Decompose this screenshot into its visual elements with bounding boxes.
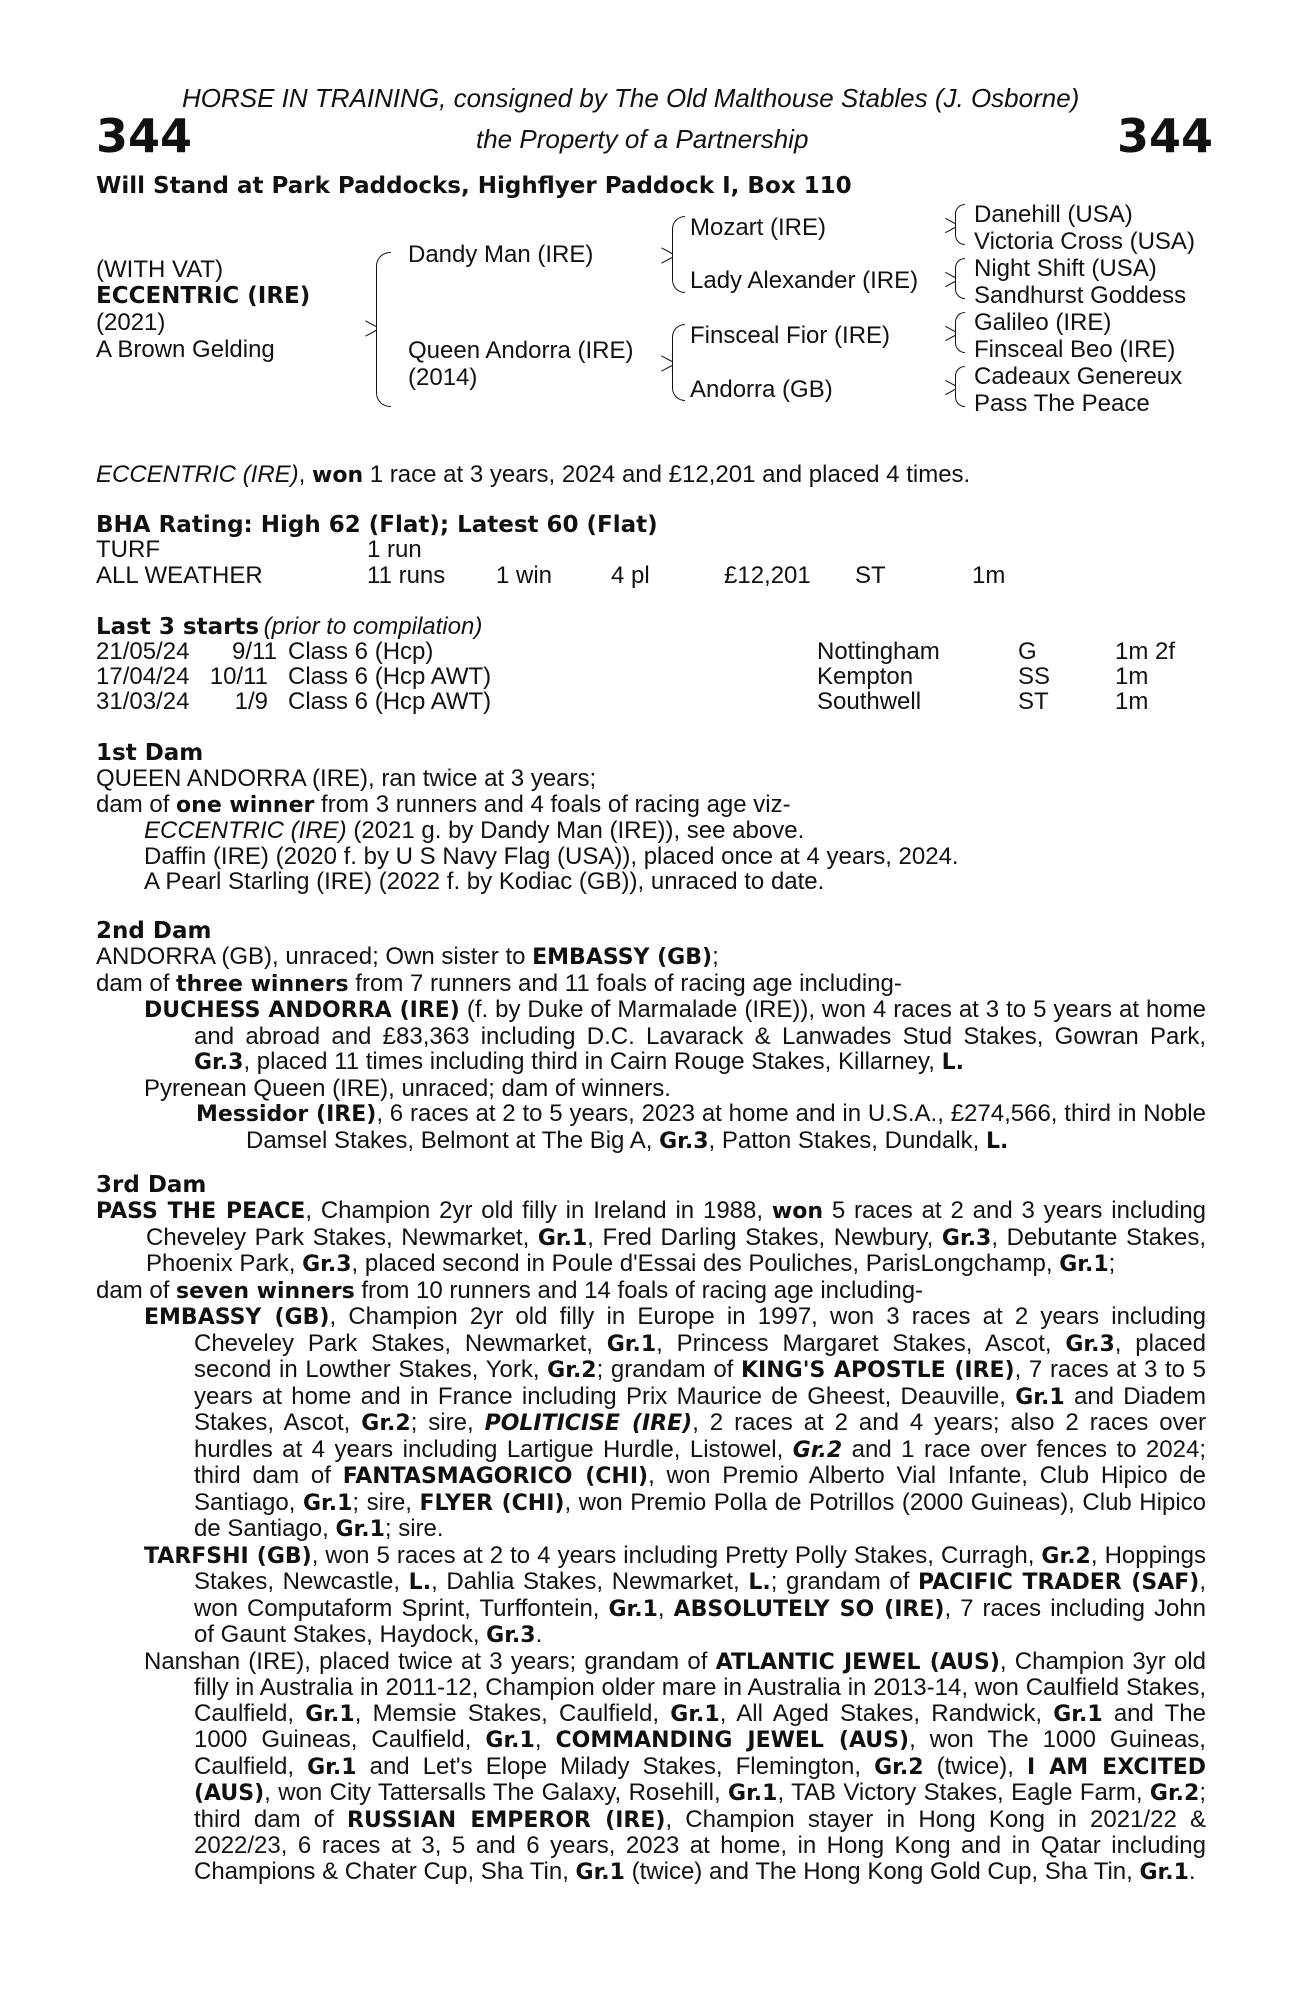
start-distance: 1m: [1115, 688, 1149, 715]
aw-distance: 1m: [972, 562, 1006, 589]
start-date: 17/04/24: [96, 663, 190, 690]
third-dam-heading: 3rd Dam: [96, 1172, 207, 1198]
last-starts-heading: Last 3 starts (prior to compilation): [96, 613, 483, 640]
start-position: 9/11: [232, 638, 277, 665]
dam-year: (2014): [408, 364, 478, 391]
start-going: ST: [1018, 688, 1049, 715]
brace-upper: [376, 252, 391, 328]
ggp-6: Finsceal Beo (IRE): [974, 336, 1176, 363]
property-line: the Property of a Partnership: [476, 124, 809, 154]
aw-label: ALL WEATHER: [96, 562, 263, 589]
lot-number-left: 344: [96, 109, 193, 163]
second-dam-heading: 2nd Dam: [96, 918, 212, 944]
start-course: Kempton: [817, 663, 914, 690]
dam: Queen Andorra (IRE): [408, 337, 634, 364]
sire-sire: Mozart (IRE): [690, 214, 827, 241]
pass-the-peace-entry: PASS THE PEACE, Champion 2yr old filly in Ireland in 1988, won 5 races at 2 and 3 years including Cheveley Park Stakes, Newmarket, Gr.1, Fred Darling Stakes, Newbury, Gr.3, Debutante Stakes, Phoenix Park, Gr.3, placed second in Poule d'Essai des Pouliches, ParisLongchamp, Gr.1;: [96, 1197, 1207, 1277]
ggp-8: Pass The Peace: [974, 390, 1150, 417]
aw-runs: 11 runs: [367, 562, 446, 589]
lot-number-right: 344: [1117, 109, 1214, 163]
second-dam-section: ANDORRA (GB), unraced; Own sister to EMBASSY (GB); dam of three winners from 7 runners and 11 foals of racing age including- DUCHESS ANDORRA (IRE) (f. by Duke of Marmalade (IRE)), won 4 races at 3 to 5 years at home and abroad and £83,363 including D.C. Lavarack & Lanwades Stud Stakes, Gowran Park, Gr.3, placed 11 times including third in Cairn Rouge Stakes, Killarney, L. Pyrenean Queen (IRE), unraced; dam of winners. Messidor (IRE), 6 races at 2 to 5 years, 2023 at home and in U.S.A., £274,566, third in Noble Damsel Stakes, Belmont at The Big A, Gr.3, Patton Stakes, Dundalk, L.: [96, 943, 1206, 1154]
dam-sire: Finsceal Fior (IRE): [690, 322, 891, 349]
horse-description: A Brown Gelding: [96, 336, 275, 363]
turf-runs: 1 run: [367, 536, 422, 563]
race-summary: ECCENTRIC (IRE), won 1 race at 3 years, 2024 and £12,201 and placed 4 times.: [96, 461, 971, 488]
aw-surface: ST: [855, 562, 886, 589]
ggp-1: Danehill (USA): [974, 201, 1133, 228]
first-dam-section: QUEEN ANDORRA (IRE), ran twice at 3 years; dam of one winner from 3 runners and 4 foals of racing age viz- ECCENTRIC (IRE) (2021 g. by Dandy Man (IRE)), see above. Daffin (IRE) (2020 f. by U S Navy Flag (USA)), placed once at 4 years, 2024. A Pearl Starling (IRE) (2022 f. by Kodiac (GB)), unraced to date.: [96, 765, 959, 895]
aw-placed: 4 pl: [611, 562, 650, 589]
third-dam-section: PASS THE PEACE, Champion 2yr old filly in Ireland in 1988, won 5 races at 2 and 3 years including Cheveley Park Stakes, Newmarket, Gr.1, Fred Darling Stakes, Newbury, Gr.3, Debutante Stakes, Phoenix Park, Gr.3, placed second in Poule d'Essai des Pouliches, ParisLongchamp, Gr.1; dam of seven winners from 10 runners and 14 foals of racing age including- EMBASSY (GB), Champion 2yr old filly in Europe in 1997, won 3 races at 2 years including Cheveley Park Stakes, Newmarket, Gr.1, Princess Margaret Stakes, Ascot, Gr.3, placed second in Lowther Stakes, York, Gr.2; grandam of KING'S APOSTLE (IRE), 7 races at 3 to 5 years at home and in France including Prix Maurice de Gheest, Deauville, Gr.1 and Diadem Stakes, Ascot, Gr.2; sire, POLITICISE (IRE), 2 races at 2 and 4 years; also 2 races over hurdles at 4 years including Lartigue Hurdle, Listowel, Gr.2 and 1 race over fences to 2024; third dam of FANTASMAGORICO (CHI), won Premio Alberto Vial Infante, Club Hipico de Santiago, Gr.1; sire, FLYER (CHI), won Premio Polla de Potrillos (2000 Guineas), Club Hipico de Santiago, Gr.1; sire. TARFSHI (GB), won 5 races at 2 to 4 years including Pretty Polly Stakes, Curragh, Gr.2, Hoppings Stakes, Newcastle, L., Dahlia Stakes, Newmarket, L.; grandam of PACIFIC TRADER (SAF), won Computaform Sprint, Turffontein, Gr.1, ABSOLUTELY SO (IRE), 7 races including John of Gaunt Stakes, Haydock, Gr.3. Nanshan (IRE), placed twice at 3 years; grandam of ATLANTIC JEWEL (AUS), Champion 3yr old filly in Australia in 2011-12, Champion older mare in Australia in 2013-14, won Caulfield Stakes, Caulfield, Gr.1, Memsie Stakes, Caulfield, Gr.1, All Aged Stakes, Randwick, Gr.1 and The 1000 Guineas, Caulfield, Gr.1, COMMANDING JEWEL (AUS), won The 1000 Guineas, Caulfield, Gr.1 and Let's Elope Milady Stakes, Flemington, Gr.2 (twice), I AM EXCITED (AUS), won City Tattersalls The Galaxy, Rosehill, Gr.1, TAB Victory Stakes, Eagle Farm, Gr.2; third dam of RUSSIAN EMPEROR (IRE), Champion stayer in Hong Kong in 2021/22 & 2022/23, 6 races at 3, 5 and 6 years, 2023 at home, in Hong Kong and in Qatar including Champions & Chater Cup, Sha Tin, Gr.1 (twice) and The Hong Kong Gold Cup, Sha Tin, Gr.1.: [96, 1197, 1207, 1885]
ggp-5: Galileo (IRE): [974, 309, 1112, 336]
start-position: 1/9: [234, 688, 268, 715]
messidor-entry: Messidor (IRE), 6 races at 2 to 5 years, 2023 at home and in U.S.A., £274,566, third in Noble Damsel Stakes, Belmont at The Big A, Gr.3, Patton Stakes, Dundalk, L.: [196, 1100, 1206, 1154]
ggp-2: Victoria Cross (USA): [974, 228, 1195, 255]
duchess-andorra-entry: DUCHESS ANDORRA (IRE) (f. by Duke of Marmalade (IRE)), won 4 races at 3 to 5 years at home and abroad and £83,363 including D.C. Lavarack & Lanwades Stud Stakes, Gowran Park, Gr.3, placed 11 times including third in Cairn Rouge Stakes, Killarney, L.: [144, 996, 1206, 1075]
ggp-3: Night Shift (USA): [974, 255, 1157, 282]
sire: Dandy Man (IRE): [408, 241, 594, 268]
horse-year: (2021): [96, 309, 166, 336]
start-distance: 1m: [1115, 663, 1149, 690]
sire-dam: Lady Alexander (IRE): [690, 267, 919, 294]
start-race: Class 6 (Hcp): [288, 638, 434, 665]
start-date: 21/05/24: [96, 638, 190, 665]
aw-wins: 1 win: [496, 562, 553, 589]
start-race: Class 6 (Hcp AWT): [288, 688, 492, 715]
embassy-entry: EMBASSY (GB), Champion 2yr old filly in Europe in 1997, won 3 races at 2 years including Cheveley Park Stakes, Newmarket, Gr.1, Princess Margaret Stakes, Ascot, Gr.3, placed second in Lowther Stakes, York, Gr.2; grandam of KING'S APOSTLE (IRE), 7 races at 3 to 5 years at home and in France including Prix Maurice de Gheest, Deauville, Gr.1 and Diadem Stakes, Ascot, Gr.2; sire, POLITICISE (IRE), 2 races at 2 and 4 years; also 2 races over hurdles at 4 years including Lartigue Hurdle, Listowel, Gr.2 and 1 race over fences to 2024; third dam of FANTASMAGORICO (CHI), won Premio Alberto Vial Infante, Club Hipico de Santiago, Gr.1; sire, FLYER (CHI), won Premio Polla de Potrillos (2000 Guineas), Club Hipico de Santiago, Gr.1; sire.: [144, 1303, 1206, 1542]
start-distance: 1m 2f: [1115, 638, 1176, 665]
tarfshi-entry: TARFSHI (GB), won 5 races at 2 to 4 years including Pretty Polly Stakes, Curragh, Gr.2, Hoppings Stakes, Newcastle, L., Dahlia Stakes, Newmarket, L.; grandam of PACIFIC TRADER (SAF), won Computaform Sprint, Turffontein, Gr.1, ABSOLUTELY SO (IRE), 7 races including John of Gaunt Stakes, Haydock, Gr.3.: [144, 1541, 1206, 1648]
brace-lower: [376, 327, 391, 407]
start-going: G: [1018, 638, 1037, 665]
turf-label: TURF: [96, 536, 160, 563]
ggp-7: Cadeaux Genereux: [974, 363, 1183, 390]
start-race: Class 6 (Hcp AWT): [288, 663, 492, 690]
start-course: Nottingham: [817, 638, 940, 665]
consignor-title: HORSE IN TRAINING, consigned by The Old Malthouse Stables (J. Osborne): [182, 83, 1080, 113]
aw-money: £12,201: [724, 562, 811, 589]
start-position: 10/11: [209, 663, 268, 690]
first-dam-heading: 1st Dam: [96, 740, 204, 766]
location-line: Will Stand at Park Paddocks, Highflyer Paddock I, Box 110: [96, 173, 852, 199]
bha-rating: BHA Rating: High 62 (Flat); Latest 60 (Flat): [96, 512, 658, 538]
vat-label: (WITH VAT): [96, 256, 224, 283]
start-going: SS: [1018, 663, 1051, 690]
nanshan-entry: Nanshan (IRE), placed twice at 3 years; grandam of ATLANTIC JEWEL (AUS), Champion 3yr old filly in Australia in 2011-12, Champion older mare in Australia in 2013-14, won Caulfield Stakes, Caulfield, Gr.1, Memsie Stakes, Caulfield, Gr.1, All Aged Stakes, Randwick, Gr.1 and The 1000 Guineas, Caulfield, Gr.1, COMMANDING JEWEL (AUS), won The 1000 Guineas, Caulfield, Gr.1 and Let's Elope Milady Stakes, Flemington, Gr.2 (twice), I AM EXCITED (AUS), won City Tattersalls The Galaxy, Rosehill, Gr.1, TAB Victory Stakes, Eagle Farm, Gr.2; third dam of RUSSIAN EMPEROR (IRE), Champion stayer in Hong Kong in 2021/22 & 2022/23, 6 races at 3, 5 and 6 years, 2023 at home, in Hong Kong and in Qatar including Champions & Chater Cup, Sha Tin, Gr.1 (twice) and The Hong Kong Gold Cup, Sha Tin, Gr.1.: [144, 1647, 1207, 1885]
start-date: 31/03/24: [96, 688, 190, 715]
horse-name: ECCENTRIC (IRE): [96, 283, 311, 309]
start-course: Southwell: [817, 688, 922, 715]
dam-dam: Andorra (GB): [690, 376, 833, 403]
ggp-4: Sandhurst Goddess: [974, 282, 1187, 309]
